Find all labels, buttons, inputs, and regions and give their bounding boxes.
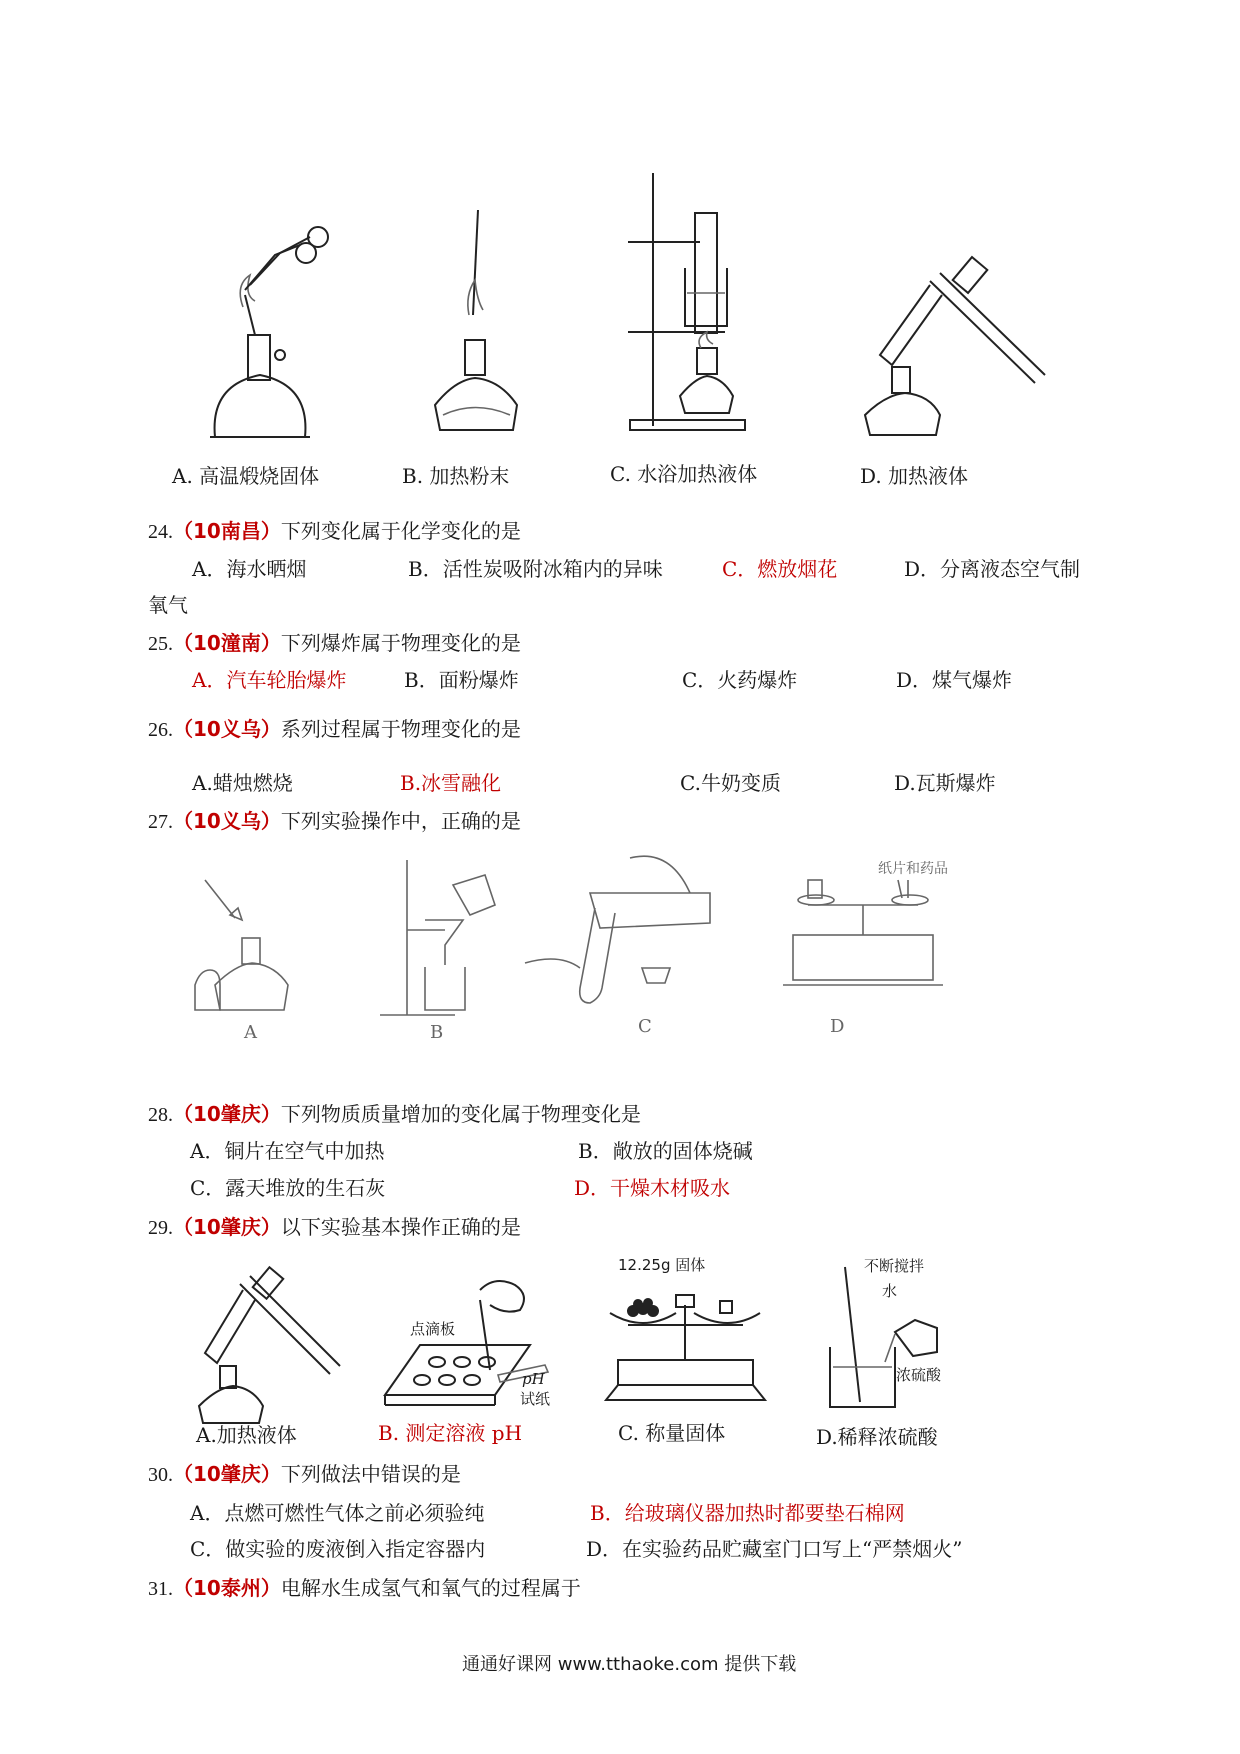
- question-31: [148, 1575, 581, 1602]
- question-26: [148, 716, 521, 743]
- question-source: （10肇庆）: [173, 1462, 281, 1486]
- question-source: （10义乌）: [173, 717, 281, 741]
- question-number: 29.: [148, 1217, 173, 1239]
- option-30-c: C．做实验的废液倒入指定容器内: [190, 1537, 486, 1561]
- option-25-a: A．汽车轮胎爆炸: [192, 668, 347, 692]
- figure-27-b-filter: [375, 855, 505, 1020]
- question-number: 26.: [148, 719, 173, 741]
- option-25-c: C．火药爆炸: [682, 668, 798, 692]
- option-26-b: B.冰雪融化: [400, 771, 502, 795]
- option-28-b: B．敞放的固体烧碱: [578, 1139, 753, 1163]
- option-24-b: B．活性炭吸附冰箱内的异味: [408, 557, 663, 581]
- option-26-d: D.瓦斯爆炸: [894, 771, 996, 795]
- label-stir: 不断搅拌: [864, 1257, 925, 1275]
- question-stem: 下列实验操作中，正确的是: [280, 809, 521, 833]
- question-stem: 下列爆炸属于物理变化的是: [280, 631, 521, 655]
- top-caption-c: C. 水浴加热液体: [610, 462, 758, 486]
- question-27: [148, 808, 521, 835]
- top-caption-d: D. 加热液体: [860, 464, 969, 488]
- question-24: [148, 518, 521, 545]
- label-ph: pH: [522, 1370, 545, 1388]
- figure-27-a-light-lamp: [190, 870, 310, 1020]
- question-stem: 以下实验基本操作正确的是: [280, 1215, 521, 1239]
- figure-heat-liquid-top: [860, 255, 1050, 445]
- label-water: 水: [882, 1282, 898, 1300]
- question-source: （10南昌）: [173, 519, 281, 543]
- question-stem: 系列过程属于物理变化的是: [280, 717, 521, 741]
- option-26-c: C.牛奶变质: [680, 771, 781, 795]
- question-source: （10肇庆）: [173, 1102, 281, 1126]
- figure-29-a-heat-liquid: [195, 1268, 345, 1428]
- question-stem: 下列物质质量增加的变化属于物理变化是: [280, 1102, 641, 1126]
- option-28-a: A．铜片在空气中加热: [190, 1139, 385, 1163]
- option-30-a: A．点燃可燃性气体之前必须验纯: [190, 1501, 485, 1525]
- caption-29-b: B. 测定溶液 pH: [378, 1421, 523, 1445]
- caption-29-c: C. 称量固体: [618, 1421, 726, 1445]
- figure-27-c-pour: [520, 848, 740, 1023]
- figure-heat-powder: [425, 200, 535, 450]
- question-source: （10肇庆）: [173, 1215, 281, 1239]
- question-28: [148, 1101, 641, 1128]
- page-footer: 通通好课网 www.tthaoke.com 提供下载: [462, 1654, 797, 1675]
- label-acid: 浓硫酸: [896, 1366, 942, 1384]
- question-number: 31.: [148, 1578, 173, 1600]
- caption-29-d: D.稀释浓硫酸: [816, 1425, 938, 1449]
- figure-27-label-a: A: [244, 1022, 257, 1043]
- option-24-c: C．燃放烟花: [722, 557, 838, 581]
- question-number: 27.: [148, 811, 173, 833]
- option-25-d: D．煤气爆炸: [896, 668, 1013, 692]
- top-caption-a: A. 高温煅烧固体: [172, 464, 320, 488]
- option-25-b: B．面粉爆炸: [404, 668, 519, 692]
- question-25: [148, 630, 521, 657]
- figure-27-note: 纸片和药品: [878, 861, 948, 877]
- option-30-b: B．给玻璃仪器加热时都要垫石棉网: [590, 1501, 905, 1525]
- figure-27-label-d: D: [830, 1016, 845, 1037]
- question-source: （10义乌）: [173, 809, 281, 833]
- question-number: 25.: [148, 633, 173, 655]
- top-caption-b: B. 加热粉末: [402, 464, 510, 488]
- question-stem: 下列做法中错误的是: [280, 1462, 461, 1486]
- question-source: （10泰州）: [173, 1576, 281, 1600]
- option-24-d-continuation: 氧气: [148, 593, 188, 617]
- figure-29-c-balance: [598, 1285, 773, 1410]
- option-28-d: D．干燥木材吸水: [574, 1176, 731, 1200]
- figure-27-label-c: C: [638, 1016, 652, 1037]
- figure-27-label-b: B: [430, 1022, 444, 1043]
- label-dropping-plate: 点滴板: [410, 1320, 456, 1338]
- caption-29-a: A.加热液体: [196, 1423, 297, 1447]
- option-24-a: A．海水晒烟: [192, 557, 307, 581]
- question-source: （10潼南）: [173, 631, 281, 655]
- figure-high-temp-calcine: [200, 225, 380, 450]
- option-28-c: C．露天堆放的生石灰: [190, 1176, 386, 1200]
- figure-water-bath: [625, 168, 755, 433]
- option-30-d: D．在实验药品贮藏室门口写上“严禁烟火”: [586, 1537, 963, 1561]
- label-test-paper: 试纸: [520, 1390, 551, 1408]
- question-number: 30.: [148, 1464, 173, 1486]
- figure-27-d-balance: [778, 860, 948, 1000]
- question-number: 28.: [148, 1104, 173, 1126]
- option-24-d: D．分离液态空气制: [904, 557, 1081, 581]
- option-26-a: A.蜡烛燃烧: [192, 771, 293, 795]
- question-29: [148, 1214, 521, 1241]
- question-30: [148, 1461, 461, 1488]
- question-stem: 下列变化属于化学变化的是: [280, 519, 521, 543]
- question-number: 24.: [148, 521, 173, 543]
- label-solid: 12.25g 固体: [618, 1256, 706, 1274]
- question-stem: 电解水生成氢气和氧气的过程属于: [280, 1576, 581, 1600]
